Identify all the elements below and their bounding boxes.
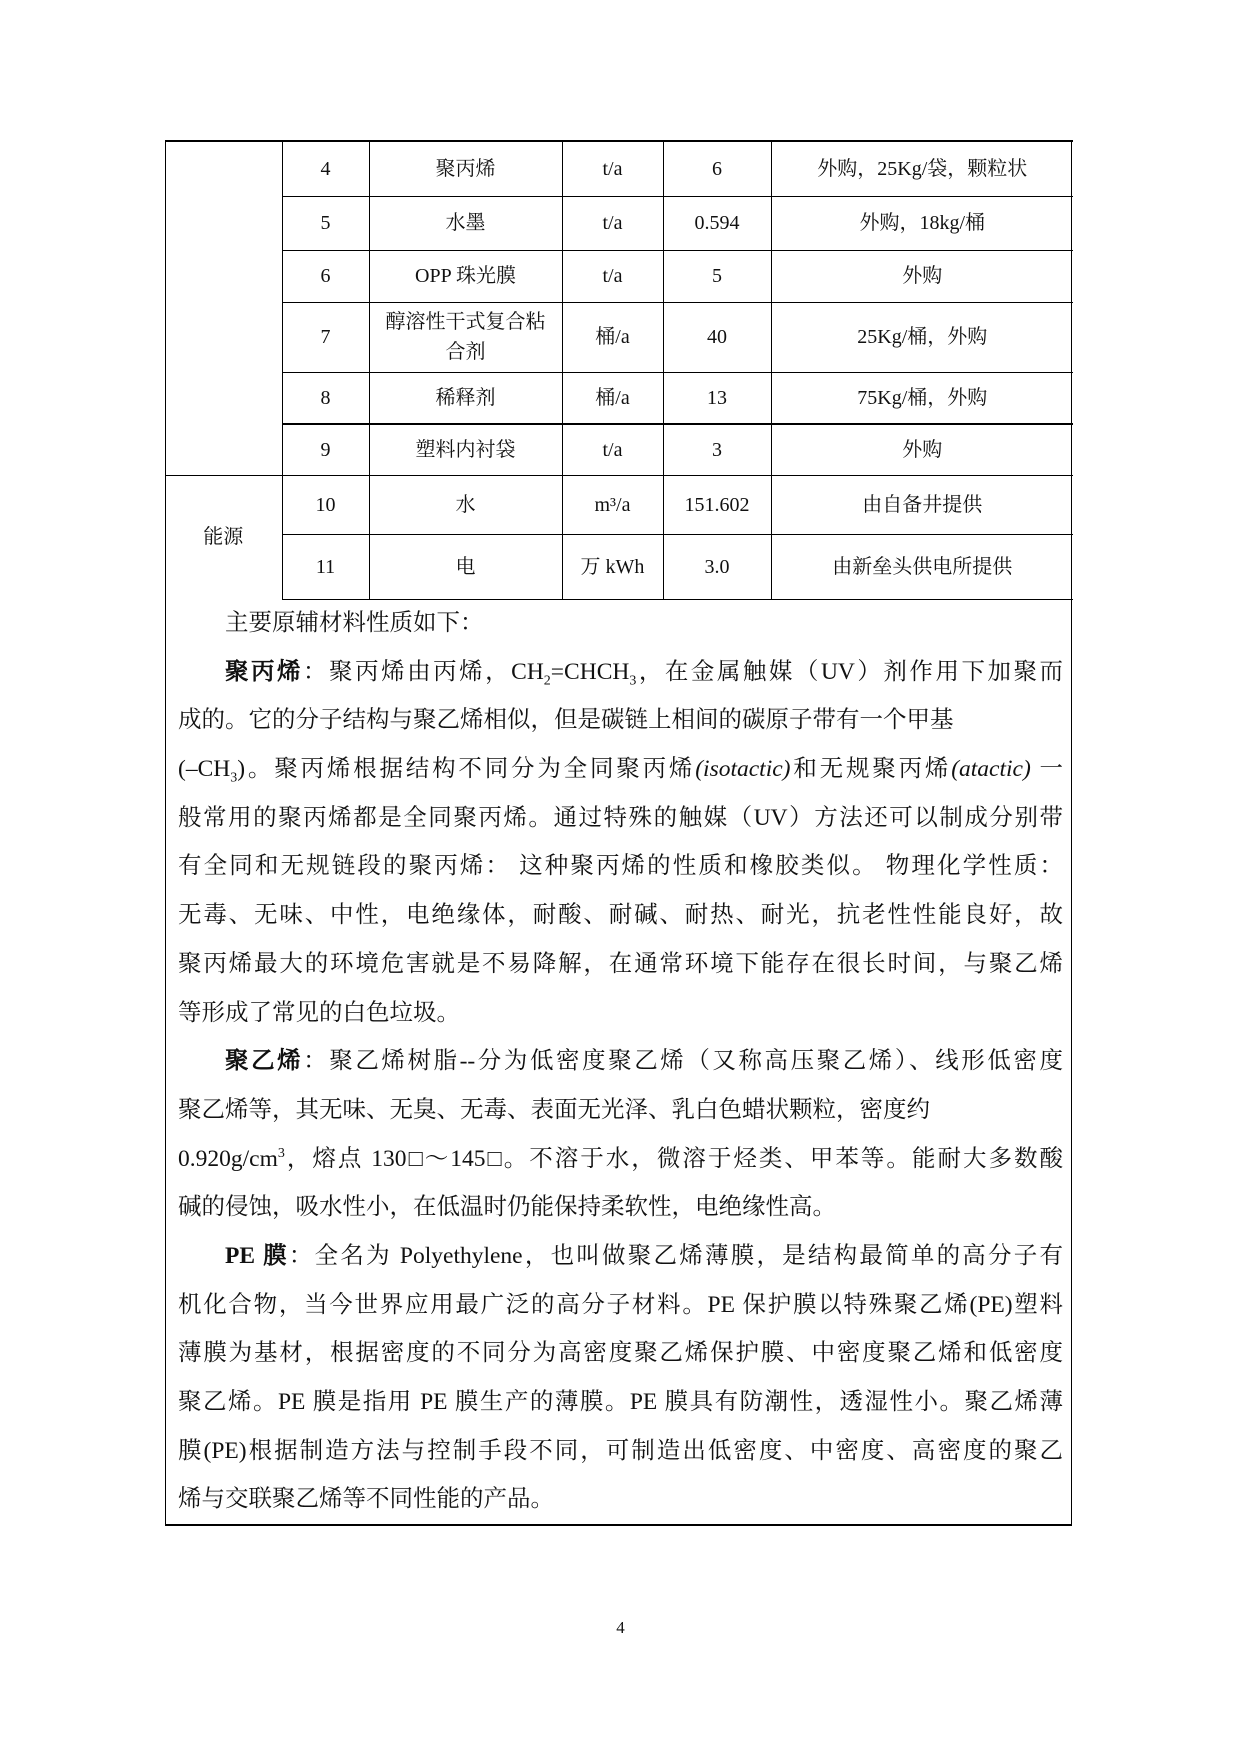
text-segment: 2	[543, 673, 551, 689]
text-line	[178, 1037, 1063, 1086]
text-segment: 0.920g/cm	[178, 1145, 278, 1172]
text-segment: 薄膜为基材，根据密度的不同分为高密度聚乙烯保护膜、中密度聚乙烯和低密度	[178, 1340, 1063, 1367]
text-segment: 烯与交联聚乙烯等不同性能的产品。	[178, 1486, 554, 1513]
cell-no: 8	[282, 372, 369, 424]
cell-note: 外购	[771, 424, 1073, 475]
text-segment: 聚丙烯最大的环境危害就是不易降解，在通常环境下能存在很长时间，与聚乙烯	[178, 950, 1063, 977]
cell-unit: m³/a	[562, 475, 663, 534]
text-segment: 膜(PE)根据制造方法与控制手段不同，可制造出低密度、中密度、高密度的聚乙	[178, 1437, 1063, 1464]
text-segment: 3	[277, 1145, 285, 1161]
text-line	[178, 1183, 1063, 1232]
cell-qty: 151.602	[663, 475, 771, 534]
cell-qty: 5	[663, 250, 771, 302]
text-line	[178, 940, 1063, 989]
text-segment: 成的。它的分子结构与聚乙烯相似，但是碳链上相间的碳原子带有一个甲基	[178, 707, 954, 734]
text-segment: 3	[230, 770, 238, 786]
cell-note: 由自备井提供	[771, 475, 1073, 534]
cell-unit: t/a	[562, 424, 663, 475]
text-segment: 一	[1030, 756, 1064, 783]
text-segment: 碱的侵蚀，吸水性小，在低温时仍能保持柔软性，电绝缘性高。	[178, 1194, 836, 1221]
term-heading: 聚乙烯	[225, 1048, 304, 1075]
text-line	[178, 599, 1063, 648]
text-segment: ，在金属触媒（UV）剂作用下加聚而	[636, 658, 1063, 685]
cell-note: 75Kg/桶，外购	[771, 372, 1073, 424]
text-segment: 般常用的聚丙烯都是全同聚丙烯。通过特殊的触媒（UV）方法还可以制成分别带	[178, 804, 1063, 831]
table-row	[165, 475, 1073, 534]
cell-no: 11	[282, 534, 369, 599]
cell-qty: 40	[663, 302, 771, 372]
text-line	[178, 989, 1063, 1038]
cell-unit: t/a	[562, 250, 663, 302]
text-line	[178, 1135, 1063, 1184]
cell-qty: 0.594	[663, 196, 771, 250]
cell-qty: 13	[663, 372, 771, 424]
table-row	[165, 424, 1073, 475]
text-segment: 等形成了常见的白色垃圾。	[178, 999, 460, 1026]
text-line	[178, 1427, 1063, 1476]
cell-unit: t/a	[562, 196, 663, 250]
text-segment: ，熔点 130□～145□。不溶于水，微溶于烃类、甲苯等。能耐大多数酸	[284, 1145, 1063, 1172]
cell-unit: 桶/a	[562, 302, 663, 372]
text-line	[178, 1281, 1063, 1330]
text-segment: 有全同和无规链段的聚丙烯： 这种聚丙烯的性质和橡胶类似。 物理化学性质：	[178, 853, 1063, 880]
cell-name: 聚丙烯	[369, 141, 562, 196]
cell-no: 7	[282, 302, 369, 372]
text-line	[178, 1232, 1063, 1281]
cell-qty: 3.0	[663, 534, 771, 599]
cell-name: 水墨	[369, 196, 562, 250]
text-line	[178, 648, 1063, 697]
cell-no: 10	[282, 475, 369, 534]
table-row	[165, 534, 1073, 599]
cell-note: 外购，18kg/桶	[771, 196, 1073, 250]
text-segment: (–CH	[178, 756, 231, 783]
cell-name: 电	[369, 534, 562, 599]
cell-unit: t/a	[562, 141, 663, 196]
text-line	[178, 842, 1063, 891]
text-segment: 3	[629, 673, 637, 689]
cell-qty: 6	[663, 141, 771, 196]
materials-table	[165, 140, 1073, 600]
table-row	[165, 196, 1073, 250]
text-line	[178, 745, 1063, 794]
text-segment: 和无规聚丙烯	[790, 756, 952, 783]
group-cell-energy: 能源	[165, 475, 282, 599]
text-line	[178, 696, 1063, 745]
cell-name: OPP 珠光膜	[369, 250, 562, 302]
text-line	[178, 1378, 1063, 1427]
cell-note: 外购，25Kg/袋，颗粒状	[771, 141, 1073, 196]
material-properties-text	[178, 599, 1063, 1524]
text-line	[178, 794, 1063, 843]
text-line	[178, 1329, 1063, 1378]
table-row	[165, 372, 1073, 424]
cell-name: 稀释剂	[369, 372, 562, 424]
table-row	[165, 141, 1073, 196]
text-segment: =CHCH	[550, 658, 630, 685]
text-segment: (atactic)	[951, 756, 1031, 783]
cell-no: 6	[282, 250, 369, 302]
cell-no: 9	[282, 424, 369, 475]
table-row	[165, 302, 1073, 372]
cell-qty: 3	[663, 424, 771, 475]
text-segment: (isotactic)	[695, 756, 791, 783]
text-line	[178, 1475, 1063, 1524]
text-line	[178, 891, 1063, 940]
cell-note: 由新垒头供电所提供	[771, 534, 1073, 599]
text-segment: ：聚丙烯由丙烯，CH	[303, 658, 544, 685]
group-cell-materials	[165, 141, 282, 475]
text-segment: 主要原辅材料性质如下：	[225, 610, 484, 636]
text-line	[178, 1086, 1063, 1135]
text-segment: ：全名为 Polyethylene，也叫做聚乙烯薄膜，是结构最简单的高分子有	[288, 1242, 1063, 1269]
cell-no: 5	[282, 196, 369, 250]
term-heading: 聚丙烯	[225, 658, 304, 685]
cell-unit: 万 kWh	[562, 534, 663, 599]
text-segment: 机化合物，当今世界应用最广泛的高分子材料。PE 保护膜以特殊聚乙烯(PE)塑料	[178, 1291, 1063, 1318]
text-segment: 聚乙烯。PE 膜是指用 PE 膜生产的薄膜。PE 膜具有防潮性，透湿性小。聚乙烯薄	[178, 1389, 1063, 1415]
term-heading: PE 膜	[225, 1242, 289, 1269]
text-segment: )。聚丙烯根据结构不同分为全同聚丙烯	[237, 756, 696, 783]
table-row	[165, 250, 1073, 302]
cell-note: 25Kg/桶，外购	[771, 302, 1073, 372]
text-segment: ：聚乙烯树脂--分为低密度聚乙烯（又称高压聚乙烯）、线形低密度	[303, 1048, 1064, 1075]
cell-note: 外购	[771, 250, 1073, 302]
text-segment: 无毒、无味、中性，电绝缘体，耐酸、耐碱、耐热、耐光，抗老性性能良好，故	[178, 902, 1063, 929]
text-segment: 聚乙烯等，其无味、无臭、无毒、表面无光泽、乳白色蜡状颗粒，密度约	[178, 1096, 930, 1123]
cell-name: 塑料内衬袋	[369, 424, 562, 475]
page-number: 4	[616, 1618, 625, 1637]
cell-no: 4	[282, 141, 369, 196]
cell-name: 水	[369, 475, 562, 534]
cell-name: 醇溶性干式复合粘合剂	[369, 302, 562, 372]
cell-unit: 桶/a	[562, 372, 663, 424]
